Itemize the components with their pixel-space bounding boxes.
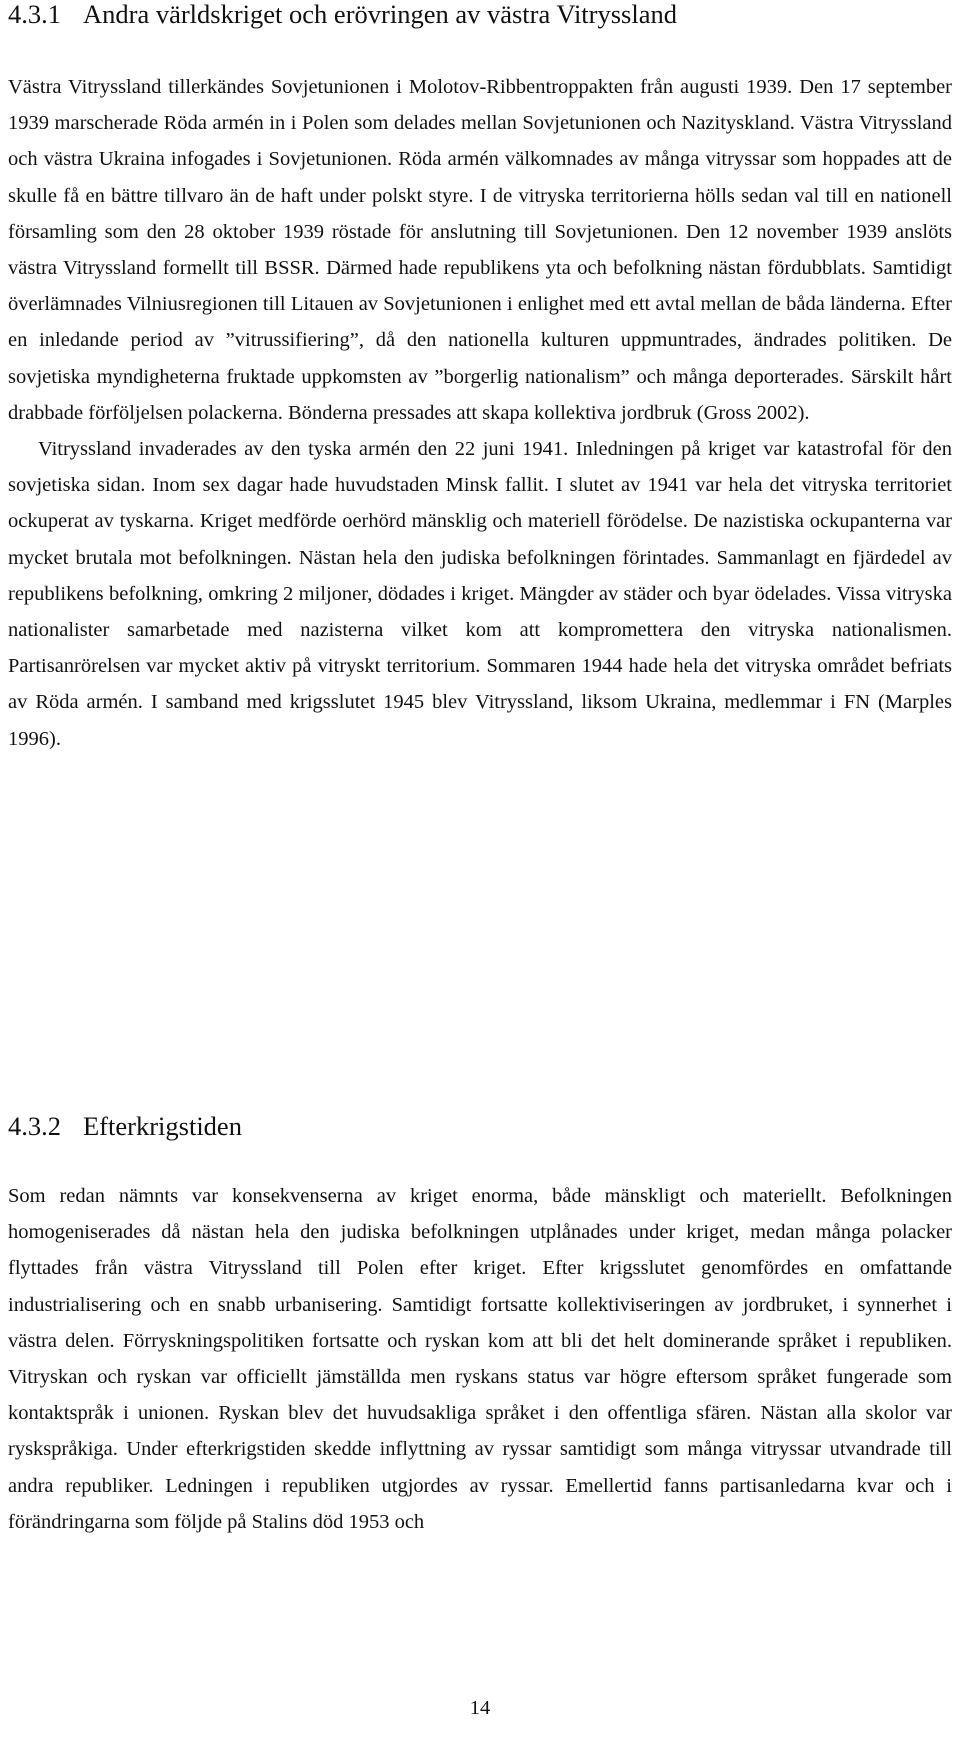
section-title: Efterkrigstiden xyxy=(83,1111,242,1141)
section-title: Andra världskriget och erövringen av västra Vitryssland xyxy=(83,0,677,29)
paragraph: Vitryssland invaderades av den tyska armén den 22 juni 1941. Inledningen på kriget var katastrofal för den sovjetiska sidan. Inom sex dagar hade huvudstaden Minsk fallit. I slutet av 1941 var hela det vitryska territoriet ockuperat av tyskarna. Kriget medförde oerhörd mänsklig och materiell förödelse. De nazistiska ockupanterna var mycket brutala mot befolkningen. Nästan hela den judiska befolkningen förintades. Sammanlagt en fjärdedel av republikens befolkning, omkring 2 miljoner, dödades i kriget. Mängder av städer och byar ödelades. Vissa vitryska nationalister samarbetade med nazisterna vilket kom att kompromettera den vitryska nationalismen. Partisanrörelsen var mycket aktiv på vitryskt territorium. Sommaren 1944 hade hela det vitryska området befriats av Röda armén. I samband med krigsslutet 1945 blev Vitryssland, liksom Ukraina, medlemmar i FN (Marples 1996). xyxy=(8,438,952,750)
section-number: 4.3.2 xyxy=(8,1111,61,1141)
section-body-4-3-1 xyxy=(8,69,952,757)
section-heading-4-3-1 xyxy=(8,1,677,28)
section-body-4-3-2 xyxy=(8,1178,952,1540)
section-number: 4.3.1 xyxy=(8,0,61,29)
section-heading-4-3-2 xyxy=(8,1113,242,1140)
paragraph: Som redan nämnts var konsekvenserna av kriget enorma, både mänskligt och materiellt. Befolkningen homogeniserades då nästan hela den judiska befolkningen utplånades under kriget, medan många polacker flyttades från västra Vitryssland till Polen efter kriget. Efter krigsslutet genomfördes en omfattande industrialisering och en snabb urbanisering. Samtidigt fortsatte kollektiviseringen av jordbruket, i synnerhet i västra delen. Förryskningspolitiken fortsatte och ryskan kom att bli det helt dominerande språket i republiken. Vitryskan och ryskan var officiellt jämställda men ryskans status var högre eftersom språket fungerade som kontaktspråk i unionen. Ryskan blev det huvudsakliga språket i den offentliga sfären. Nästan alla skolor var ryskspråkiga. Under efterkrigstiden skedde inflyttning av ryssar samtidigt som många vitryssar utvandrade till andra republiker. Ledningen i republiken utgjordes av ryssar. Emellertid fanns partisanledarna kvar och i förändringarna som följde på Stalins död 1953 och xyxy=(8,1185,952,1533)
paragraph: Västra Vitryssland tillerkändes Sovjetunionen i Molotov-Ribbentroppakten från augusti 1939. Den 17 september 1939 marscherade Röda armén in i Polen som delades mellan Sovjetunionen och Nazityskland. Västra Vitryssland och västra Ukraina infogades i Sovjetunionen. Röda armén välkomnades av många vitryssar som hoppades att de skulle få en bättre tillvaro än de haft under polskt styre. I de vitryska territorierna hölls sedan val till en nationell församling som den 28 oktober 1939 röstade för anslutning till Sovjetunionen. Den 12 november 1939 anslöts västra Vitryssland formellt till BSSR. Därmed hade republikens yta och befolkning nästan fördubblats. Samtidigt överlämnades Vilniusregionen till Litauen av Sovjetunionen i enlighet med ett avtal mellan de båda länderna. Efter en inledande period av ”vitrussifiering”, då den nationella kulturen uppmuntrades, ändrades politiken. De sovjetiska myndigheterna fruktade uppkomsten av ”borgerlig nationalism” och många deporterades. Särskilt hårt drabbade förföljelsen polackerna. Bönderna pressades att skapa kollektiva jordbruk (Gross 2002). xyxy=(8,76,952,424)
page-number: 14 xyxy=(469,1697,491,1719)
